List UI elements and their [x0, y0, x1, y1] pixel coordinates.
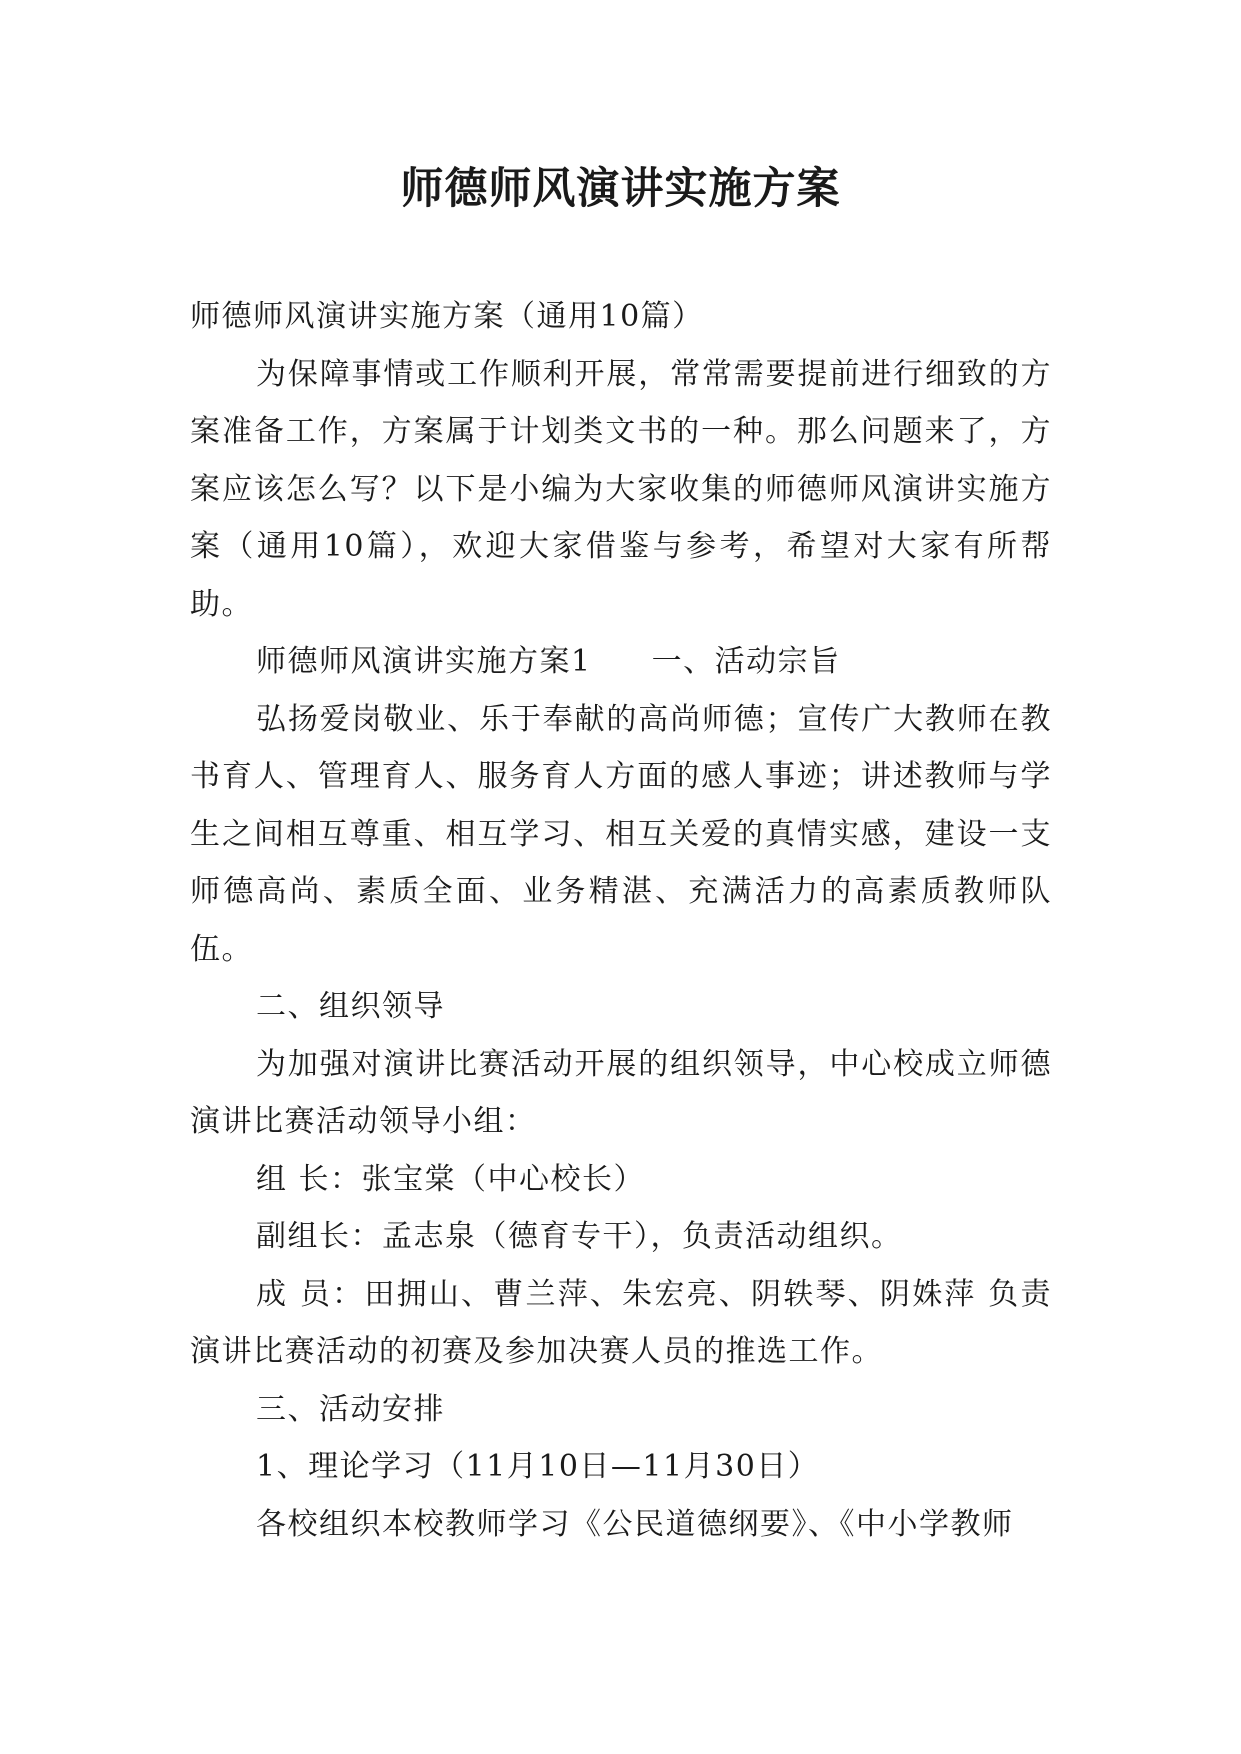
item-1-heading: 1、理论学习（11月10日—11月30日）	[256, 1449, 820, 1484]
deputy-line: 副组长：孟志泉（德育专干），负责活动组织。	[256, 1219, 903, 1254]
intro-paragraph: 为保障事情或工作顺利开展，常常需要提前进行细致的方案准备工作，方案属于计划类文书的一种。那么问题来了，方案应该怎么写？以下是小编为大家收集的师德师风演讲实施方案（通用10篇），欢迎大家借鉴与参考，希望对大家有所帮助。	[190, 356, 1052, 622]
section-1-heading-line	[190, 633, 1052, 691]
section-1-heading: 师德师风演讲实施方案1	[256, 644, 592, 679]
part-3-heading: 三、活动安排	[256, 1391, 445, 1427]
item-1-text: 各校组织本校教师学习《公民道德纲要》、《中小学教师	[256, 1506, 1014, 1542]
org-intro-paragraph: 为加强对演讲比赛活动开展的组织领导，中心校成立师德演讲比赛活动领导小组：	[190, 1046, 1052, 1139]
document-subtitle: 师德师风演讲实施方案（通用10篇）	[190, 299, 704, 334]
document-body	[190, 288, 1052, 1553]
part-1-heading: 一、活动宗旨	[651, 644, 841, 679]
members-paragraph: 成 员：田拥山、曹兰萍、朱宏亮、阴轶琴、阴姝萍 负责演讲比赛活动的初赛及参加决赛人员的推选工作。	[190, 1276, 1052, 1369]
part-2-heading: 二、组织领导	[256, 989, 445, 1024]
purpose-paragraph: 弘扬爱岗敬业、乐于奉献的高尚师德；宣传广大教师在教书育人、管理育人、服务育人方面的感人事迹；讲述教师与学生之间相互尊重、相互学习、相互关爱的真情实感，建设一支师德高尚、素质全面、业务精湛、充满活力的高素质教师队伍。	[190, 701, 1052, 967]
leader-line: 组 长：张宝棠（中心校长）	[256, 1161, 646, 1197]
document-title: 师德师风演讲实施方案	[400, 164, 841, 214]
